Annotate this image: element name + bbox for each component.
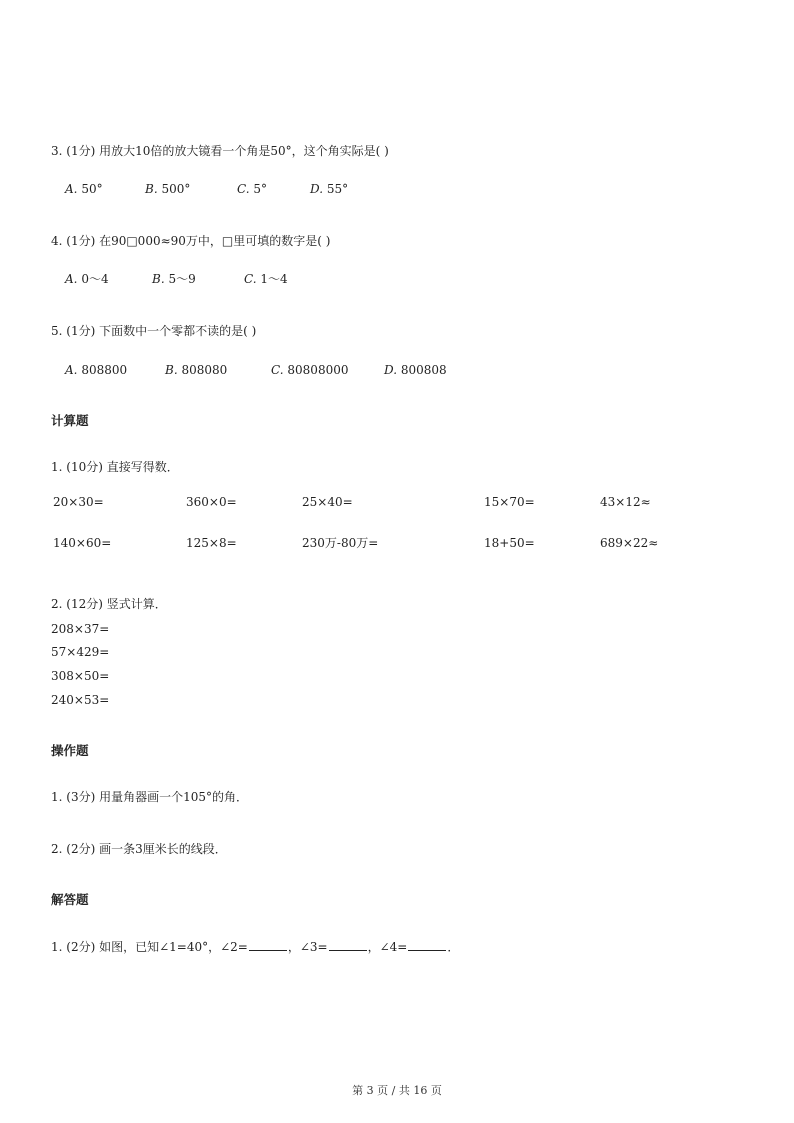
vertical-calc-item: 57×429= [51,645,110,659]
option-letter: B. [152,272,165,286]
operation-question-1-text: 1. (3分) 用量角器画一个105°的角． [51,790,248,804]
option-letter: C. [244,272,257,286]
option-letter: D. [384,363,398,377]
vertical-calc-item: 208×37= [51,622,110,636]
question-3-text: 3. (1分) 用放大10倍的放大镜看一个角是50°，这个角实际是( ) [51,144,389,158]
operation-question-2-text: 2. (2分) 画一条3厘米长的线段． [51,842,227,856]
option-value: 50° [81,182,103,196]
question-3-option-a[interactable] [65,181,103,197]
answer-question-1-text: 1. (2分) 如图，已知∠1=40°，∠2= [51,940,248,954]
question-5-option-c[interactable] [271,362,348,378]
question-5-option-a[interactable] [65,362,127,378]
option-value: 80808000 [287,363,349,377]
option-letter: A. [65,272,78,286]
calc-item: 43×12≈ [600,495,651,509]
vertical-calc-item: 308×50= [51,669,110,683]
question-4-option-c[interactable] [244,271,288,287]
answer-question-1-end: ． [447,940,460,954]
question-5-text: 5. (1分) 下面数中一个零都不读的是( ) [51,324,257,338]
vertical-calc-item: 240×53= [51,693,110,707]
calc-question-1-text: 1. (10分) 直接写得数． [51,460,179,474]
option-value: 5～9 [168,272,196,286]
option-letter: C. [271,363,284,377]
option-letter: D. [310,182,324,196]
question-5-option-b[interactable] [165,362,227,378]
section-heading-answer: 解答题 [51,892,89,907]
option-value: 0～4 [81,272,109,286]
calc-item: 689×22≈ [600,536,659,550]
option-value: 1～4 [260,272,288,286]
calc-question-2-text: 2. (12分) 竖式计算． [51,597,167,611]
section-heading-operation: 操作题 [51,743,89,758]
answer-blank-angle-4[interactable] [408,938,446,951]
option-value: 808800 [81,363,128,377]
option-value: 55° [326,182,349,196]
option-letter: C. [237,182,250,196]
option-value: 808080 [181,363,228,377]
answer-blank-angle-3[interactable] [329,938,367,951]
option-value: 800808 [400,363,447,377]
answer-question-1 [51,938,459,955]
option-value: 500° [161,182,191,196]
option-letter: B. [145,182,158,196]
calc-item: 230万-80万= [302,536,379,550]
option-value: 5° [253,182,268,196]
option-letter: A. [65,363,78,377]
option-letter: B. [165,363,178,377]
answer-blank-angle-2[interactable] [249,938,287,951]
question-3-option-d[interactable] [310,181,348,197]
page-footer: 第 3 页 / 共 16 页 [352,1084,442,1097]
question-4-text: 4. (1分) 在90□000≈90万中，□里可填的数字是( ) [51,234,331,248]
question-4-option-b[interactable] [152,271,196,287]
calc-item: 125×8= [186,536,237,550]
answer-question-1-sep: ，∠4= [367,940,408,954]
calc-item: 20×30= [53,495,104,509]
calc-item: 140×60= [53,536,112,550]
calc-item: 25×40= [302,495,353,509]
calc-item: 18+50= [484,536,535,550]
question-3-option-c[interactable] [237,181,267,197]
section-heading-calculation: 计算题 [51,413,89,428]
calc-item: 360×0= [186,495,237,509]
question-4-option-a[interactable] [65,271,109,287]
question-3-option-b[interactable] [145,181,190,197]
question-5-option-d[interactable] [384,362,447,378]
option-letter: A. [65,182,78,196]
calc-item: 15×70= [484,495,535,509]
answer-question-1-sep: ，∠3= [287,940,328,954]
